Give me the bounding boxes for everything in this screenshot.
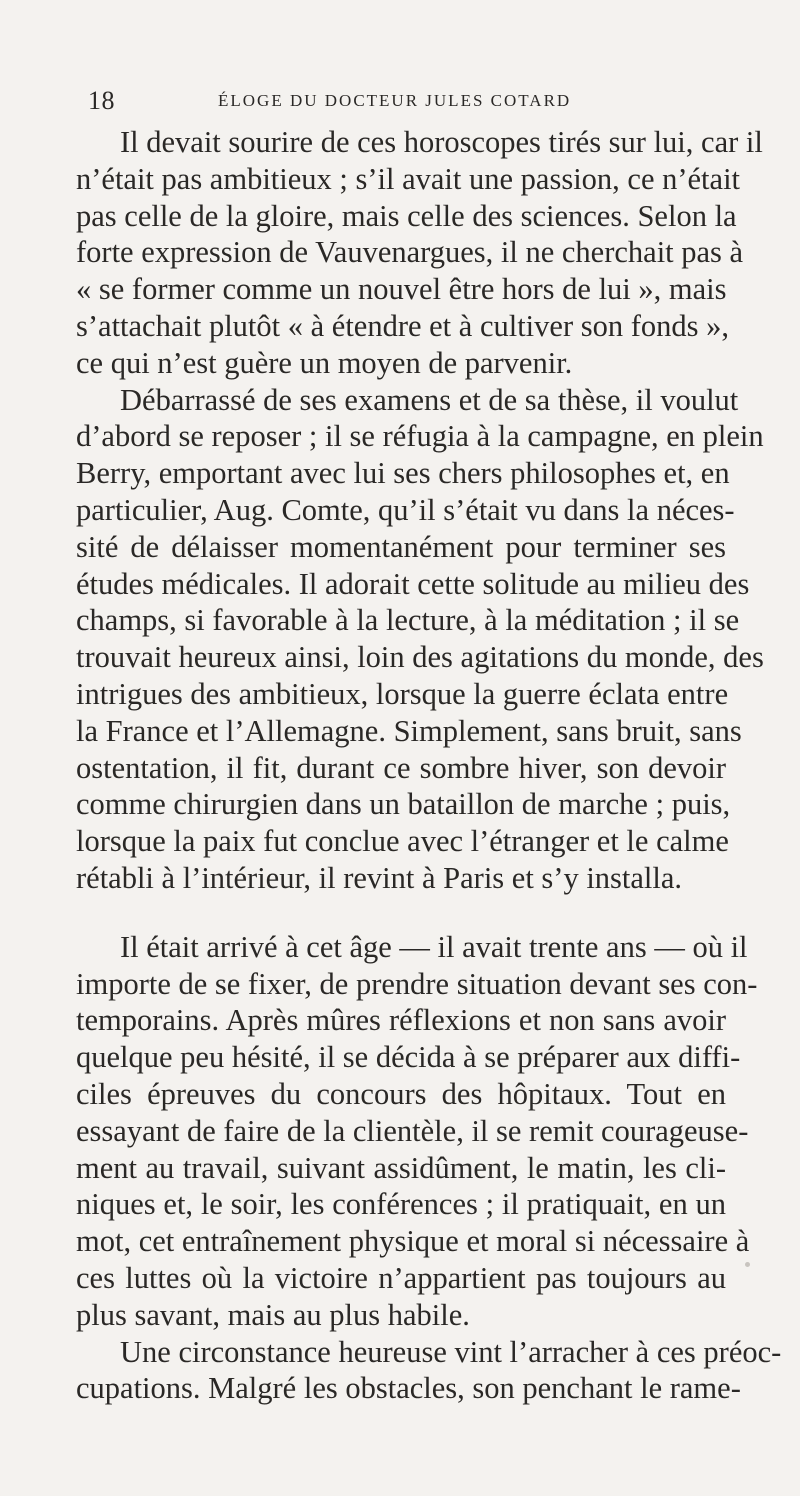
running-title: ÉLOGE DU DOCTEUR JULES COTARD — [218, 91, 572, 110]
paragraph-1 — [76, 124, 763, 382]
paragraph-4 — [76, 1334, 782, 1408]
paper-speck — [745, 1262, 750, 1267]
text-line: cupations. Malgré les obstacles, son penchant le rame- — [76, 1371, 741, 1406]
text-line: ce qui n’est guère un moyen de parvenir. — [76, 345, 573, 380]
text-line: temporains. Après mûres réflexions et non sans avoir — [76, 1003, 726, 1038]
text-line: études médicales. Il adorait cette solitude au milieu des — [76, 566, 750, 601]
text-line: pas celle de la gloire, mais celle des sciences. Selon la — [76, 198, 737, 233]
paragraph-gap — [76, 897, 726, 929]
text-line: rétabli à l’intérieur, il revint à Paris et s’y installa. — [76, 860, 683, 895]
text-line: ces luttes où la victoire n’appartient pas toujours au — [76, 1260, 726, 1295]
page-header — [88, 86, 728, 120]
text-line: mot, cet entraînement physique et moral si nécessaire à — [76, 1224, 750, 1259]
text-line: quelque peu hésité, il se décida à se préparer aux diffi- — [76, 1040, 741, 1075]
text-line: forte expression de Vauvenargues, il ne cherchait pas à — [76, 235, 744, 270]
text-line: Berry, emportant avec lui ses chers philosophes et, en — [76, 456, 730, 491]
paragraph-2 — [76, 382, 764, 897]
paragraph-3 — [76, 929, 758, 1334]
text-line: particulier, Aug. Comte, qu’il s’était vu dans la néces- — [76, 492, 735, 527]
text-line: plus savant, mais au plus habile. — [76, 1297, 470, 1332]
text-line: s’attachait plutôt « à étendre et à cultiver son fonds », — [76, 308, 729, 343]
text-line: ment au travail, suivant assidûment, le matin, les cli- — [76, 1150, 726, 1185]
text-line: comme chirurgien dans un bataillon de marche ; puis, — [76, 787, 731, 822]
text-line: Il devait sourire de ces horoscopes tirés sur lui, car il — [120, 125, 763, 159]
text-line: n’était pas ambitieux ; s’il avait une passion, ce n’était — [76, 161, 741, 196]
text-line: Une circonstance heureuse vint l’arracher à ces préoc- — [120, 1334, 782, 1369]
text-line: Il était arrivé à cet âge — il avait trente ans — où il — [120, 929, 748, 964]
text-line: champs, si favorable à la lecture, à la méditation ; il se — [76, 603, 740, 638]
text-line: trouvait heureux ainsi, loin des agitations du monde, des — [76, 640, 764, 675]
text-line: essayant de faire de la clientèle, il se remit courageuse- — [76, 1113, 749, 1148]
text-line: ciles épreuves du concours des hôpitaux. Tout en — [76, 1076, 726, 1111]
page-number: 18 — [88, 86, 115, 115]
text-line: la France et l’Allemagne. Simplement, sans bruit, sans — [76, 713, 742, 748]
text-line: « se former comme un nouvel être hors de lui », mais — [76, 272, 727, 307]
text-line: niques et, le soir, les conférences ; il pratiquait, en un — [76, 1187, 726, 1222]
text-line: lorsque la paix fut conclue avec l’étranger et le calme — [76, 824, 729, 859]
text-line: intrigues des ambitieux, lorsque la guerre éclata entre — [76, 676, 729, 711]
text-line: importe de se fixer, de prendre situation devant ses con- — [76, 966, 758, 1001]
body-text — [76, 124, 782, 1407]
text-line: d’abord se reposer ; il se réfugia à la campagne, en plein — [76, 419, 764, 454]
text-line: Débarrassé de ses examens et de sa thèse, il voulut — [120, 382, 739, 417]
text-line: sité de délaisser momentanément pour terminer ses — [76, 529, 726, 564]
text-line: ostentation, il fit, durant ce sombre hiver, son devoir — [76, 750, 726, 785]
